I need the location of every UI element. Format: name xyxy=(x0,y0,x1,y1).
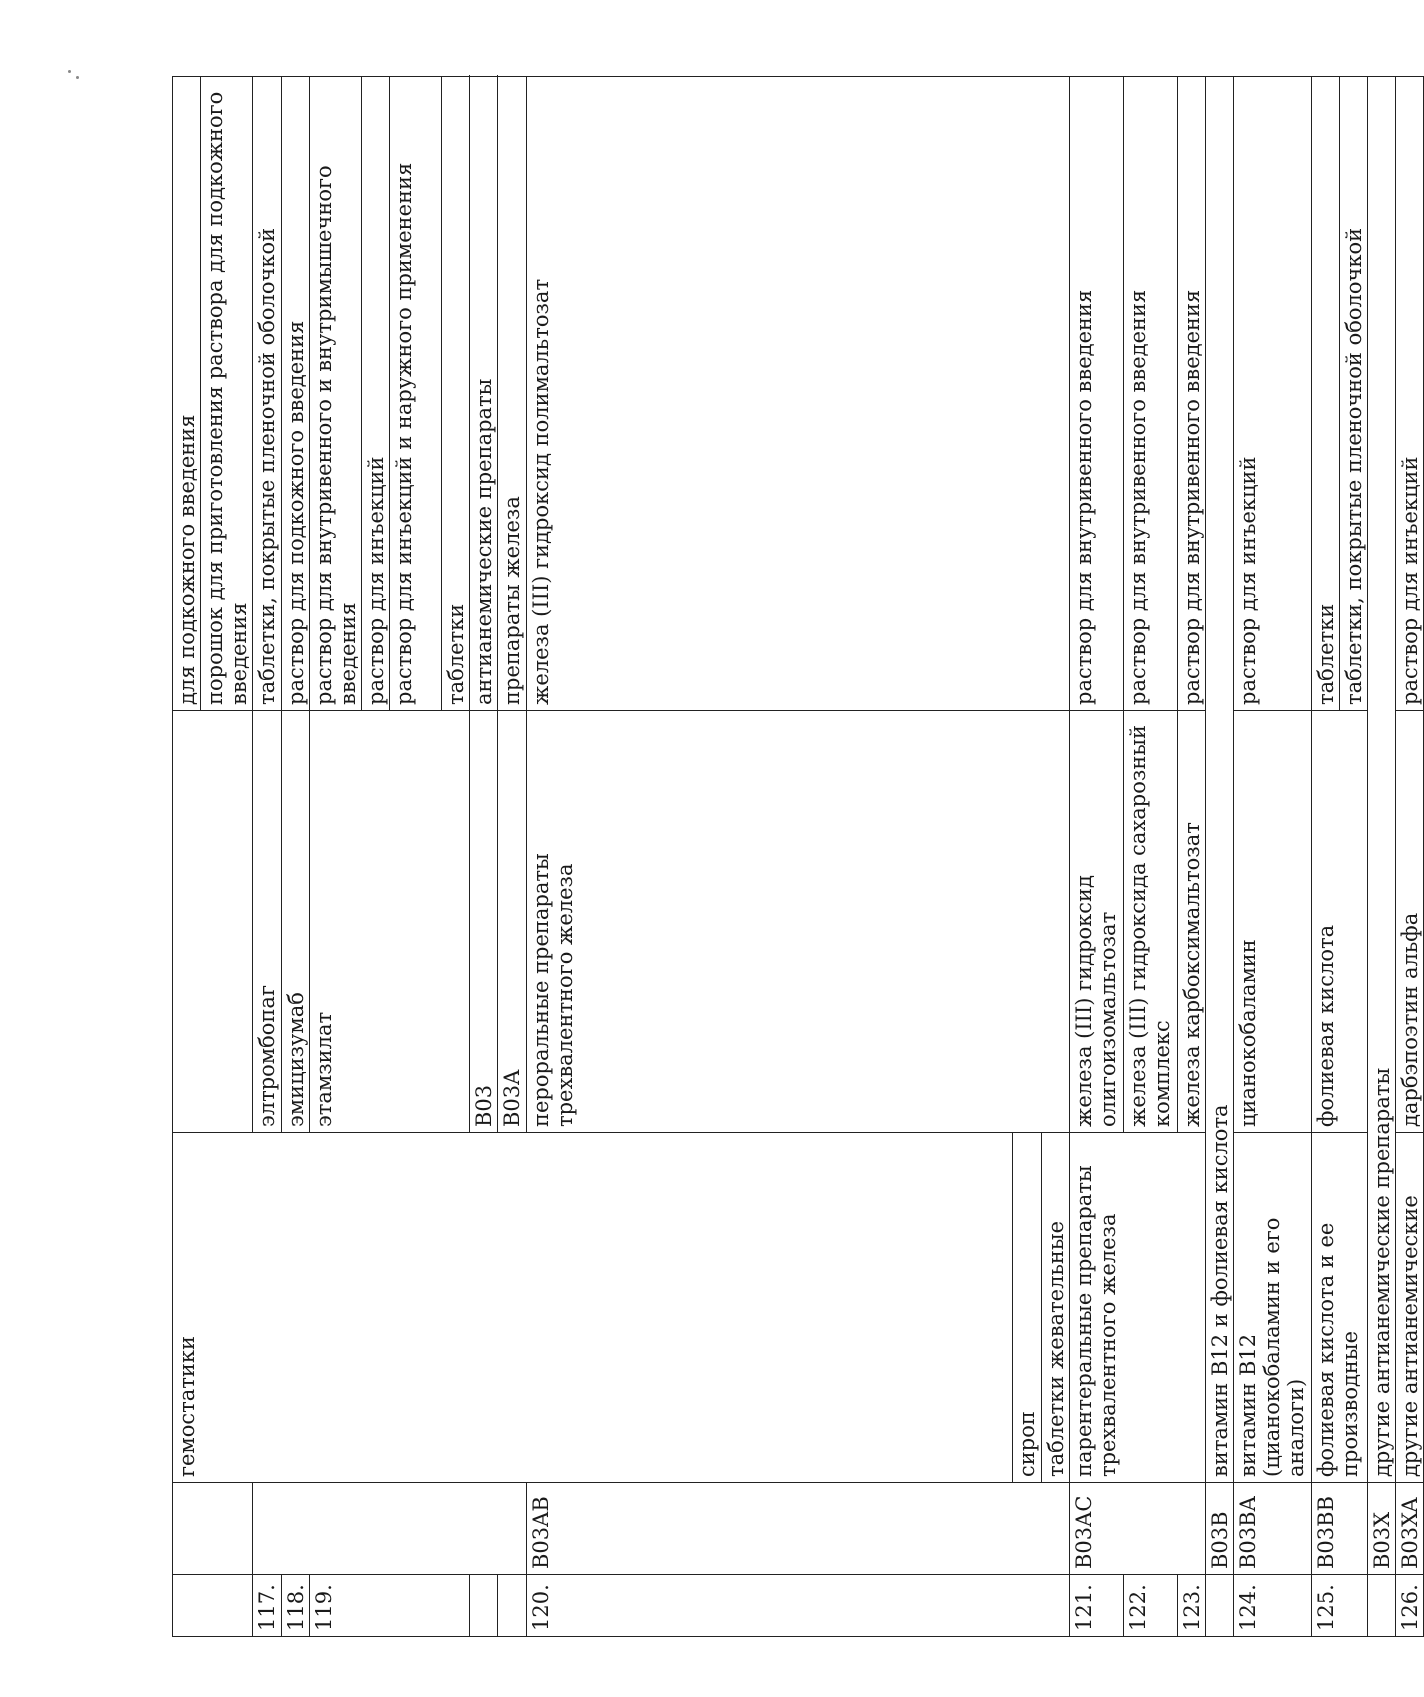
rotated-document xyxy=(172,77,1423,1637)
dosage-form: таблетки жевательные xyxy=(1041,1133,1069,1483)
group-name: гемостатики xyxy=(173,1133,1013,1483)
row-number xyxy=(201,1575,253,1637)
scan-speck xyxy=(76,76,79,79)
atc-code: B03XA xyxy=(1396,1483,1424,1575)
group-name: фолиевая кислота и ее производные xyxy=(1311,1133,1367,1483)
atc-code: B03A xyxy=(498,711,526,1133)
atc-code: B03BB xyxy=(1311,1483,1367,1575)
atc-code xyxy=(201,1483,253,1575)
atc-code: B03AC xyxy=(1069,1483,1205,1575)
drug-name: дарбэпоэтин альфа xyxy=(1396,711,1424,1133)
dosage-form: таблетки xyxy=(442,77,470,711)
row-number: 121. xyxy=(1069,1575,1123,1637)
dosage-form: сироп xyxy=(1013,1133,1041,1483)
drug-name xyxy=(173,711,253,1133)
table-row xyxy=(1311,77,1339,1637)
group-name: витамин B12 (цианокобаламин и его аналоги) xyxy=(1233,1133,1311,1483)
dosage-form: раствор для внутривенного введения xyxy=(1123,77,1177,711)
table-row xyxy=(1069,77,1123,1637)
atc-code xyxy=(253,1483,526,1575)
group-name: пероральные препараты трехвалентного железа xyxy=(526,711,1069,1133)
group-name: другие антианемические xyxy=(1396,1133,1424,1483)
table-row xyxy=(1368,77,1396,1637)
dosage-form: раствор для внутривенного введения xyxy=(1069,77,1123,711)
dosage-form: для подкожного введения xyxy=(173,77,201,711)
table-row xyxy=(173,77,201,1637)
row-number: 124. xyxy=(1233,1575,1311,1637)
dosage-form: раствор для инъекций xyxy=(361,77,389,711)
row-number xyxy=(173,1575,201,1637)
scan-speck xyxy=(68,70,71,73)
drug-name: этамзилат xyxy=(309,711,470,1133)
row-number xyxy=(470,1575,498,1637)
row-number: 122. xyxy=(1123,1575,1177,1637)
table-row xyxy=(1233,77,1311,1637)
row-number: 117. xyxy=(253,1575,281,1637)
drug-name: эмицизумаб xyxy=(281,711,309,1133)
row-number: 118. xyxy=(281,1575,309,1637)
drug-name: элтромбопаг xyxy=(253,711,281,1133)
dosage-form: раствор для подкожного введения xyxy=(281,77,309,711)
group-name: парентеральные препараты трехвалентного железа xyxy=(1069,1133,1205,1483)
drug-name: железа (III) гидроксид олигоизомальтозат xyxy=(1069,711,1123,1133)
group-name: другие антианемические препараты xyxy=(1368,77,1396,1483)
atc-code: B03B xyxy=(1205,1483,1233,1575)
dosage-form: таблетки, покрытые пленочной оболочкой xyxy=(1340,77,1368,711)
row-number xyxy=(1205,1575,1233,1637)
row-number: 125. xyxy=(1311,1575,1367,1637)
dosage-form: раствор для инъекций xyxy=(1396,77,1424,711)
dosage-form: раствор для инъекций и наружного применения xyxy=(390,77,442,711)
drug-name: железа (III) гидроксида сахарозный комплекс xyxy=(1123,711,1177,1133)
group-name: антианемические препараты xyxy=(470,77,498,711)
drug-name: фолиевая кислота xyxy=(1311,711,1367,1133)
atc-code: B03AB xyxy=(526,1483,1069,1575)
dosage-form: таблетки xyxy=(1311,77,1339,711)
drug-name: цианокобаламин xyxy=(1233,711,1311,1133)
row-number xyxy=(1368,1575,1396,1637)
group-name: препараты железа xyxy=(498,77,526,711)
table-row xyxy=(1205,77,1233,1637)
row-number: 126. xyxy=(1396,1575,1424,1637)
drug-name: железа (III) гидроксид полимальтозат xyxy=(526,77,1069,711)
dosage-form: раствор для внутривенного и внутримышечного введения xyxy=(309,77,361,711)
group-name: витамин B12 и фолиевая кислота xyxy=(1205,77,1233,1483)
dosage-form: раствор для внутривенного введения xyxy=(1177,77,1205,711)
row-number: 119. xyxy=(309,1575,470,1637)
row-number: 120. xyxy=(526,1575,1069,1637)
atc-code xyxy=(173,1483,201,1575)
table-row xyxy=(1396,77,1424,1637)
dosage-form: раствор для инъекций xyxy=(1233,77,1311,711)
drug-name: железа карбоксимальтозат xyxy=(1177,711,1205,1133)
atc-code: B03BA xyxy=(1233,1483,1311,1575)
dosage-form: таблетки, покрытые пленочной оболочкой xyxy=(253,77,281,711)
row-number xyxy=(498,1575,526,1637)
drug-list-table xyxy=(172,76,1424,1637)
atc-code: B03 xyxy=(470,711,498,1133)
atc-code: B03X xyxy=(1368,1483,1396,1575)
dosage-form: порошок для приготовления раствора для подкожного введения xyxy=(201,77,253,711)
row-number: 123. xyxy=(1177,1575,1205,1637)
